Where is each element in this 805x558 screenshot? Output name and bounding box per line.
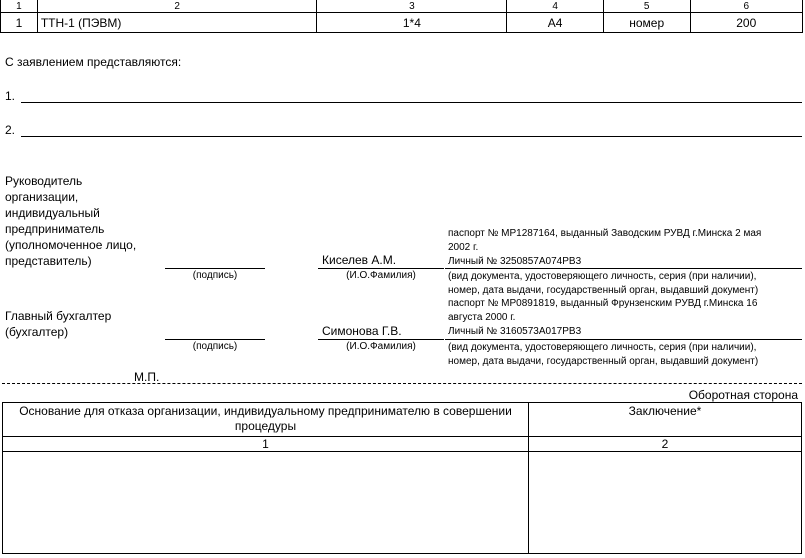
reverse-col1-body[interactable]: [3, 452, 529, 554]
reverse-header-row: [3, 403, 802, 437]
reverse-col1-number: 1: [3, 437, 529, 452]
director-name: Киселев А.М.: [322, 253, 397, 267]
director-label-line: предприниматель: [5, 222, 105, 236]
reverse-table: [2, 402, 802, 554]
director-name-line: [318, 268, 444, 269]
accountant-document: [448, 297, 803, 339]
attachment-line-1[interactable]: [21, 102, 802, 103]
director-label-line: организации,: [5, 190, 79, 204]
table-row: [1, 13, 803, 33]
director-label-line: Руководитель: [5, 174, 83, 188]
document-line: 2002 г.: [448, 242, 479, 253]
reverse-body-row: [3, 452, 802, 554]
director-signature-line[interactable]: [165, 268, 265, 269]
director-label-line: представитель): [5, 254, 92, 268]
director-label-line: индивидуальный: [5, 206, 100, 220]
accountant-label-line: Главный бухгалтер: [5, 309, 112, 323]
attachment-number-1: 1.: [5, 89, 16, 103]
table-cell: ТТН-1 (ПЭВМ): [37, 13, 317, 33]
table-header-cell: 6: [690, 0, 802, 13]
accountant-name-line: [318, 339, 444, 340]
table-header-row: [1, 0, 803, 13]
document-caption-line: номер, дата выдачи, государственный орган, выдавший документ): [448, 356, 759, 367]
document-caption-line: (вид документа, удостоверяющего личность, серия (при наличии),: [448, 342, 757, 353]
document-caption: [448, 270, 803, 298]
table-cell: 1*4: [317, 13, 507, 33]
director-label-line: (уполномоченное лицо,: [5, 238, 137, 252]
reverse-col2-number: 2: [529, 437, 802, 452]
table-cell: А4: [507, 13, 604, 33]
reverse-col2-body[interactable]: [529, 452, 802, 554]
accountant-name: Симонова Г.В.: [322, 324, 402, 338]
table-cell: номер: [603, 13, 690, 33]
document-caption-line: номер, дата выдачи, государственный орган, выдавший документ): [448, 285, 759, 296]
director-label: [5, 173, 136, 269]
attachments-title: С заявлением представляются:: [5, 55, 182, 69]
attachment-line-2[interactable]: [21, 136, 802, 137]
name-caption: (И.О.Фамилия): [346, 341, 416, 352]
accountant-label-line: (бухгалтер): [5, 325, 69, 339]
document-line: Личный № 3250857А074РВ3: [448, 256, 582, 267]
document-line: паспорт № МР1287164, выданный Заводским РУВД г.Минска 2 мая: [448, 228, 762, 239]
reverse-side-label: Оборотная сторона: [688, 388, 798, 402]
accountant-label: [5, 308, 111, 340]
procedure-table: [0, 0, 803, 33]
director-document: [448, 227, 803, 269]
document-caption-line: (вид документа, удостоверяющего личность, серия (при наличии),: [448, 271, 757, 282]
table-header-cell: 5: [603, 0, 690, 13]
accountant-signature-line[interactable]: [165, 339, 265, 340]
table-header-cell: 2: [37, 0, 317, 13]
reverse-col2-header: Заключение*: [529, 403, 802, 437]
table-cell: 200: [690, 13, 802, 33]
reverse-col1-header: Основание для отказа организации, индивидуальному предпринимателю в совершении процедуры: [3, 403, 529, 437]
director-document-line: [445, 268, 802, 269]
document-line: паспорт № МР0891819, выданный Фрунзенским РУВД г.Минска 16: [448, 298, 758, 309]
accountant-document-line: [445, 339, 802, 340]
table-cell: 1: [1, 13, 38, 33]
signature-caption: (подпись): [192, 341, 238, 352]
document-line: Личный № 3160573А017РВ3: [448, 326, 582, 337]
document-caption: [448, 341, 803, 369]
stamp-label: М.П.: [134, 370, 160, 384]
page-separator: [2, 383, 802, 384]
document-line: августа 2000 г.: [448, 312, 516, 323]
reverse-number-row: [3, 437, 802, 452]
signature-caption: (подпись): [192, 270, 238, 281]
table-header-cell: 3: [317, 0, 507, 13]
attachment-number-2: 2.: [5, 123, 16, 137]
table-header-cell: 4: [507, 0, 604, 13]
name-caption: (И.О.Фамилия): [346, 270, 416, 281]
table-header-cell: 1: [1, 0, 38, 13]
